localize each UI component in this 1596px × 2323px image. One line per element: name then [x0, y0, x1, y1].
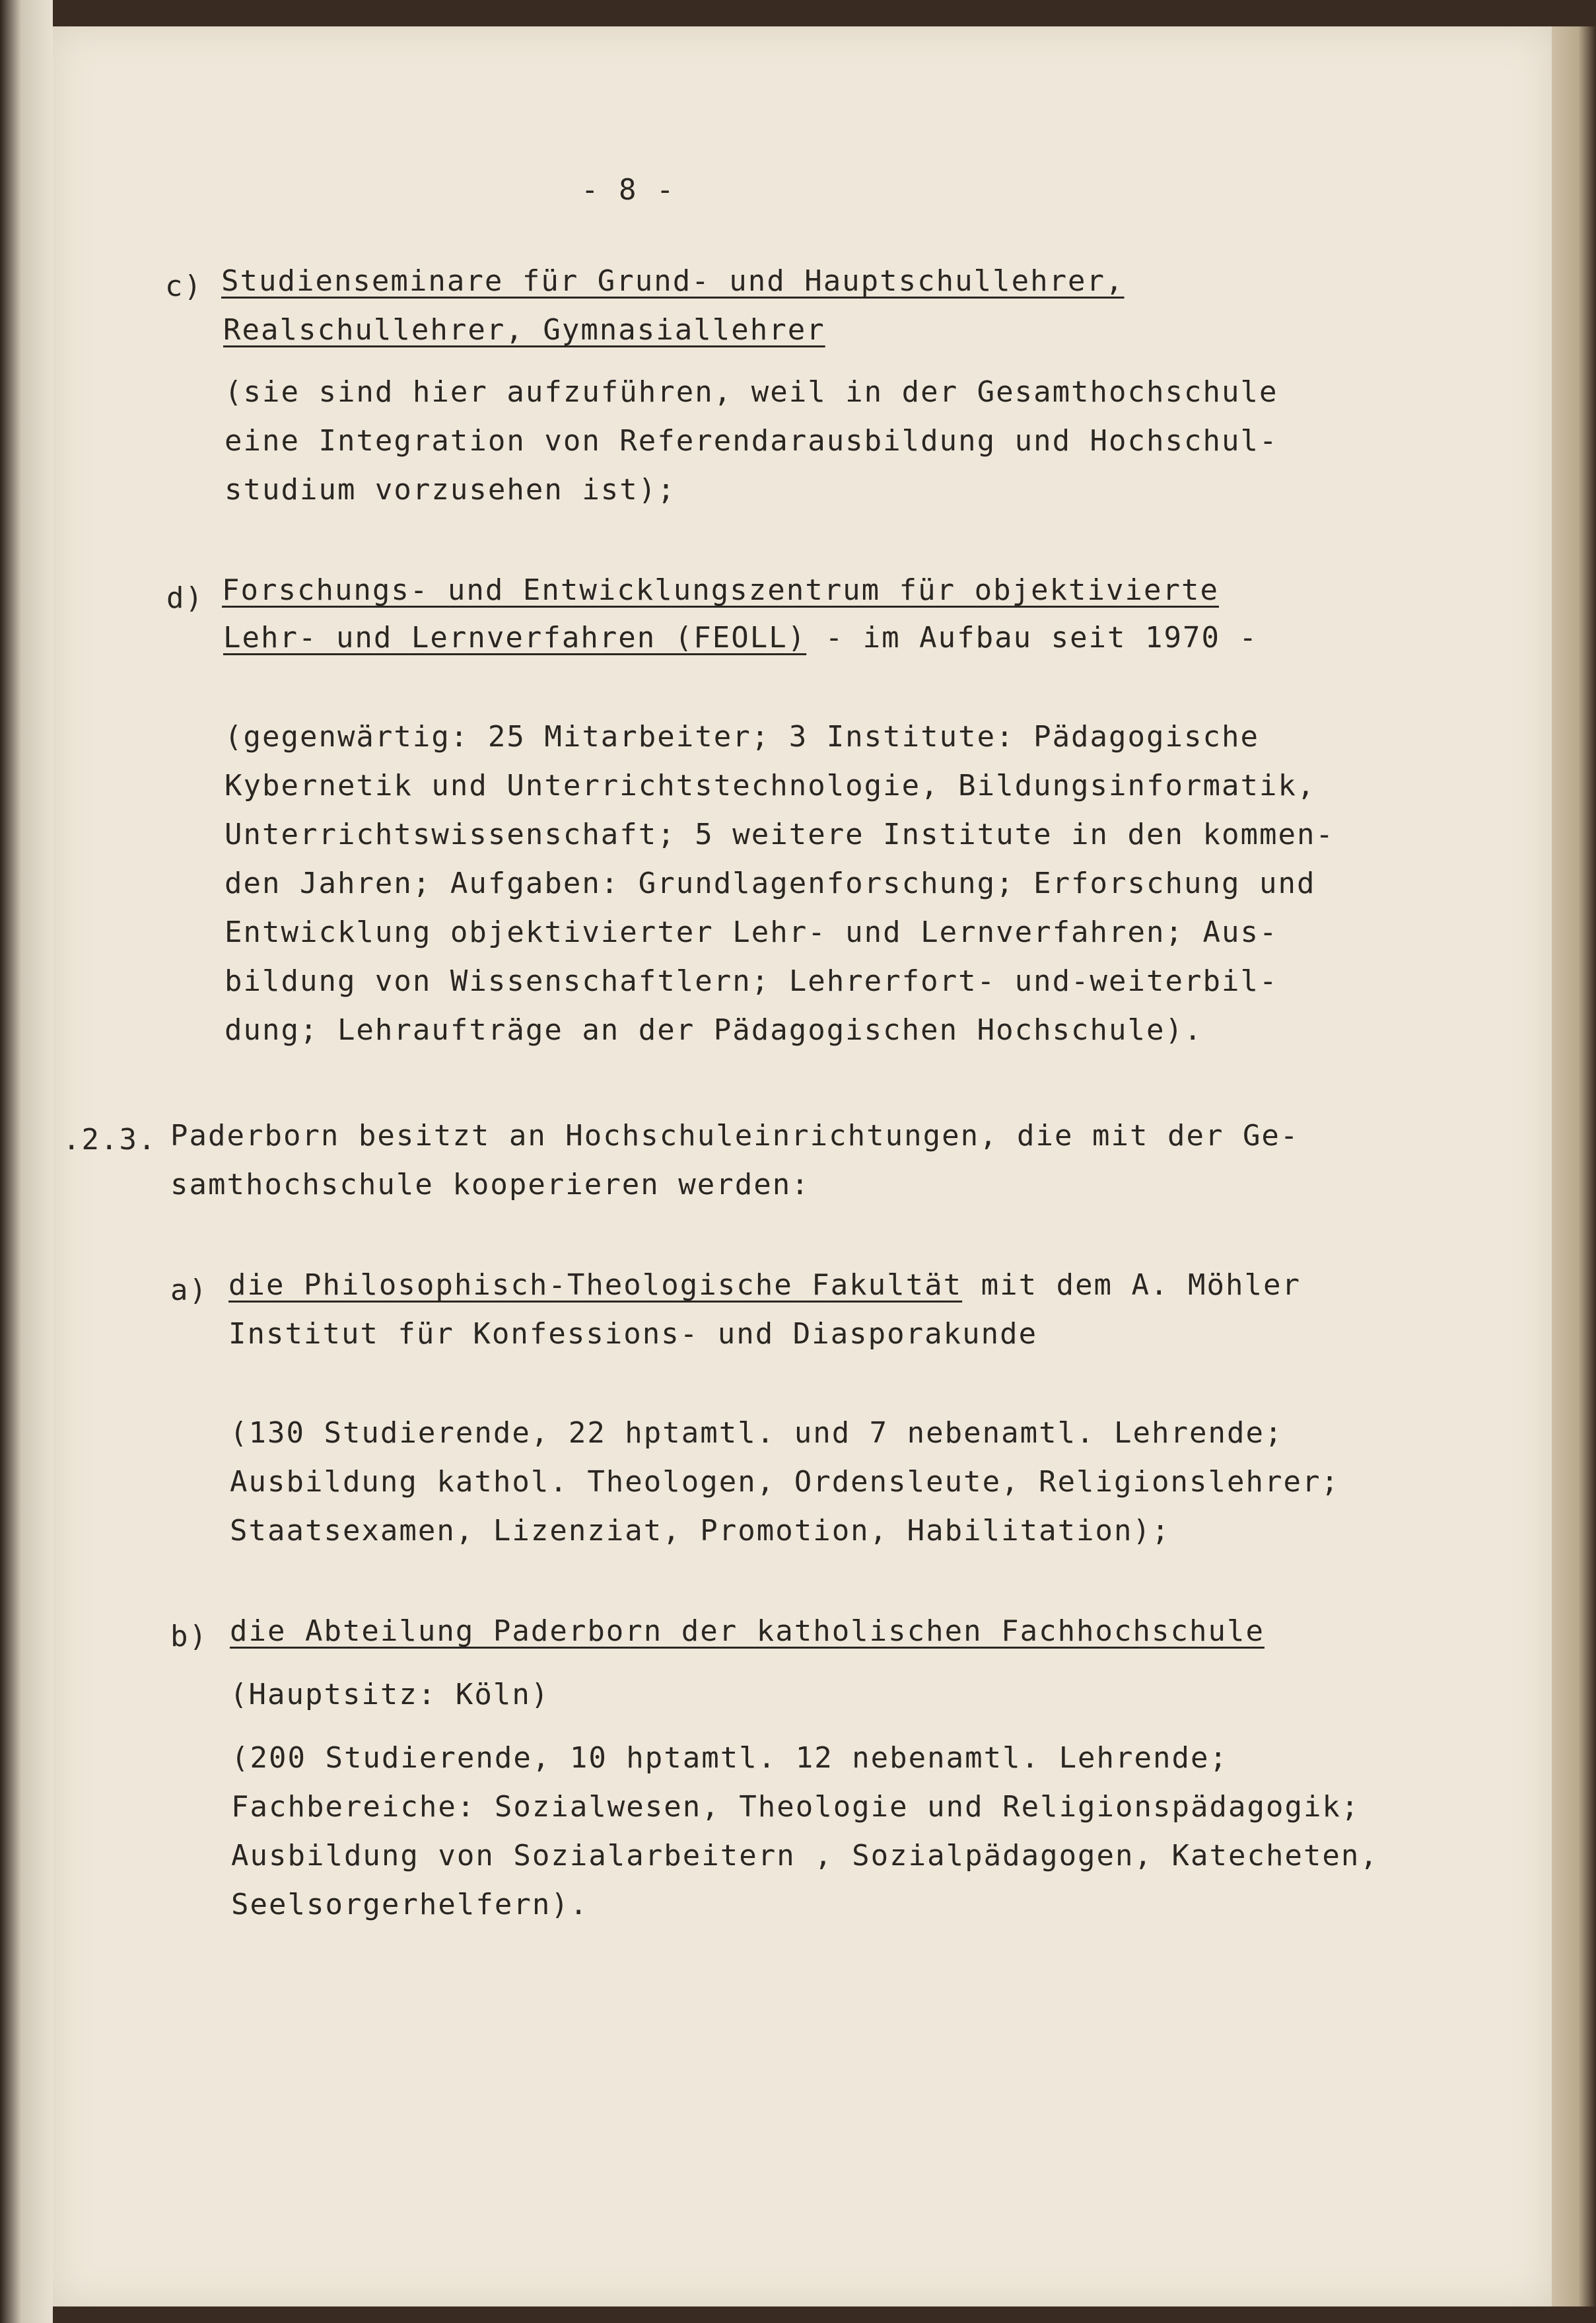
item-title [228, 1268, 1301, 1303]
item-title [223, 621, 1258, 655]
item-title: die Abteilung Paderborn der katholischen Fachhochschule [230, 1614, 1265, 1648]
text-line: Unterrichtswissenschaft; 5 weitere Institute in den kommen- [225, 818, 1335, 851]
page-number: - 8 - [581, 173, 676, 207]
item-label: c) [165, 269, 203, 303]
text-line: Ausbildung von Sozialarbeitern , Sozialpädagogen, Katecheten, [231, 1839, 1379, 1873]
section-number: .2.3. [63, 1123, 157, 1157]
item-title-underlined: die Philosophisch-Theologische Fakultät [228, 1268, 963, 1302]
text-line: studium vorzusehen ist); [225, 473, 676, 507]
item-title: Studienseminare für Grund- und Hauptschullehrer, [221, 264, 1125, 298]
text-line: (200 Studierende, 10 hptamtl. 12 nebenamtl. Lehrende; [231, 1741, 1228, 1775]
text-line: (gegenwärtig: 25 Mitarbeiter; 3 Institute: Pädagogische [225, 720, 1259, 754]
book-spine [0, 0, 53, 2323]
text-line: Seelsorgerhelfern). [231, 1888, 589, 1921]
text-line: Paderborn besitzt an Hochschuleinrichtungen, die mit der Ge- [170, 1119, 1300, 1153]
item-label: a) [170, 1273, 208, 1307]
text-line: (Hauptsitz: Köln) [230, 1678, 550, 1711]
text-line: (sie sind hier aufzuführen, weil in der Gesamthochschule [225, 375, 1278, 409]
item-title-rest: mit dem A. Möhler [962, 1268, 1301, 1302]
text-line: Fachbereiche: Sozialwesen, Theologie und Religionspädagogik; [231, 1790, 1360, 1824]
text-line: samthochschule kooperieren werden: [170, 1168, 810, 1201]
text-line: den Jahren; Aufgaben: Grundlagenforschung; Erforschung und [225, 867, 1316, 900]
item-label: d) [166, 581, 204, 615]
text-line: dung; Lehraufträge an der Pädagogischen Hochschule). [225, 1013, 1203, 1047]
item-label: b) [170, 1620, 208, 1653]
item-title: Forschungs- und Entwicklungszentrum für objektivierte [222, 573, 1219, 607]
text-line: Institut für Konfessions- und Diasporakunde [228, 1317, 1038, 1351]
text-line: (130 Studierende, 22 hptamtl. und 7 nebenamtl. Lehrende; [230, 1416, 1284, 1450]
item-title-rest: - im Aufbau seit 1970 - [806, 621, 1258, 655]
text-line: eine Integration von Referendarausbildung und Hochschul- [225, 424, 1278, 458]
text-line: Kybernetik und Unterrichtstechnologie, Bildungsinformatik, [225, 769, 1316, 803]
page-edge [1552, 26, 1596, 2306]
item-title-underlined: Lehr- und Lernverfahren (FEOLL) [223, 621, 807, 655]
document-page [53, 26, 1552, 2306]
text-line: Staatsexamen, Lizenziat, Promotion, Habilitation); [230, 1514, 1171, 1548]
item-title: Realschullehrer, Gymnasiallehrer [223, 313, 825, 347]
text-line: Ausbildung kathol. Theologen, Ordensleute, Religionslehrer; [230, 1465, 1340, 1499]
text-line: bildung von Wissenschaftlern; Lehrerfort- und-weiterbil- [225, 964, 1278, 998]
text-line: Entwicklung objektivierter Lehr- und Lernverfahren; Aus- [225, 915, 1278, 949]
